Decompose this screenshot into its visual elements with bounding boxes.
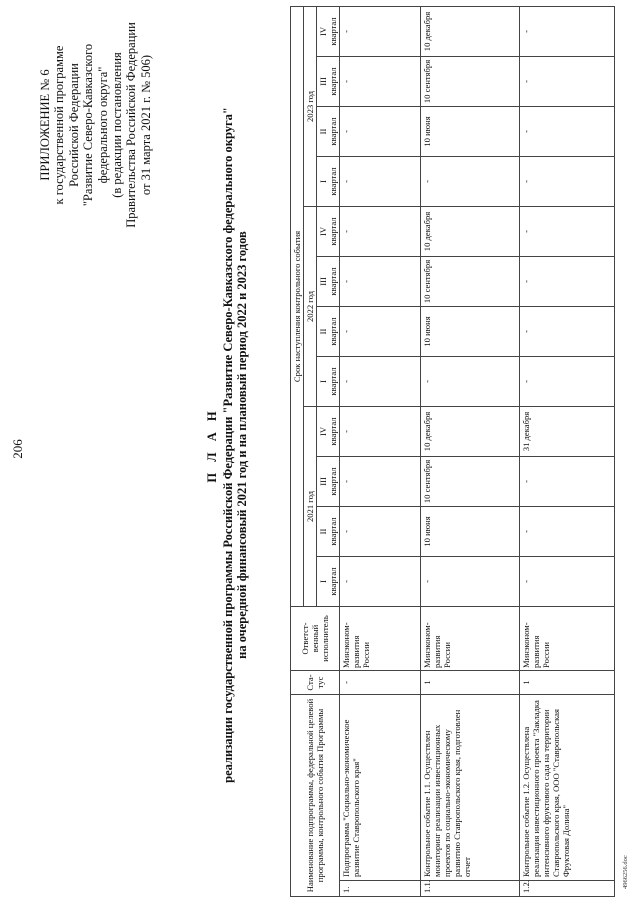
header-quarter <box>317 6 340 56</box>
deadline-cell: - <box>520 356 615 406</box>
document-code: 4966256.doc <box>622 855 629 889</box>
header-quarter <box>317 556 340 606</box>
header-year-2023: 2023 год <box>304 6 317 206</box>
row-executor: Минэконом-развития России <box>520 606 615 670</box>
quarter-number: III <box>318 77 328 86</box>
quarter-word: квартал <box>328 217 338 246</box>
deadline-cell: - <box>520 456 615 506</box>
row-name: Контрольное событие 1.1. Осуществлен мониторинг реализации инвестиционных проектов по социально-экономическому развитию Ставропольского края, подготовлен отчет <box>421 694 520 880</box>
deadline-cell: - <box>340 556 421 606</box>
deadline-cell: 10 декабря <box>421 206 520 256</box>
row-executor: Минэконом-развития России <box>421 606 520 670</box>
table-row <box>421 6 520 896</box>
deadline-cell: - <box>340 106 421 156</box>
deadline-cell: - <box>520 556 615 606</box>
header-executor: Ответст-венный исполнитель <box>291 606 340 670</box>
appendix-line: к государственной программе <box>52 45 67 205</box>
plan-table <box>290 6 615 897</box>
deadline-cell: - <box>421 556 520 606</box>
header-year-2022: 2022 год <box>304 206 317 406</box>
deadline-cell: - <box>520 206 615 256</box>
quarter-word: квартал <box>328 67 338 96</box>
quarter-word: квартал <box>328 417 338 446</box>
deadline-cell: - <box>520 256 615 306</box>
row-number: 1.2. <box>520 881 615 897</box>
deadline-cell: - <box>340 306 421 356</box>
quarter-number: II <box>318 328 328 335</box>
deadline-cell: 10 декабря <box>421 406 520 456</box>
header-quarter <box>317 206 340 256</box>
row-executor: Минэконом-развития России <box>340 606 421 670</box>
deadline-cell: - <box>520 506 615 556</box>
quarter-number: II <box>318 528 328 535</box>
quarter-word: квартал <box>328 167 338 196</box>
quarter-number: I <box>318 580 328 583</box>
header-quarter <box>317 106 340 156</box>
deadline-cell: - <box>340 6 421 56</box>
appendix-line: (в редакции постановления <box>110 52 125 198</box>
deadline-cell: - <box>520 106 615 156</box>
deadline-cell: 10 июня <box>421 506 520 556</box>
deadline-cell: 10 сентября <box>421 256 520 306</box>
header-deadline: Срок наступления контрольного события <box>291 6 304 606</box>
deadline-cell: - <box>340 256 421 306</box>
deadline-cell: - <box>421 356 520 406</box>
deadline-cell: 10 сентября <box>421 56 520 106</box>
deadline-cell: - <box>340 56 421 106</box>
quarter-word: квартал <box>328 367 338 396</box>
appendix-line: от 31 марта 2021 г. № 506) <box>138 54 153 196</box>
deadline-cell: 10 сентября <box>421 456 520 506</box>
quarter-number: III <box>318 277 328 286</box>
deadline-cell: - <box>520 156 615 206</box>
header-quarter <box>317 256 340 306</box>
appendix-line: Правительства Российской Федерации <box>124 22 139 228</box>
deadline-cell: - <box>340 156 421 206</box>
header-quarter <box>317 156 340 206</box>
quarter-number: II <box>318 128 328 135</box>
row-status: 1 <box>520 670 615 694</box>
quarter-number: IV <box>318 226 328 237</box>
document-title <box>205 95 249 795</box>
appendix-header <box>38 0 153 250</box>
deadline-cell: 10 июня <box>421 306 520 356</box>
deadline-cell: 31 декабря <box>520 406 615 456</box>
page-number: 206 <box>10 439 25 459</box>
header-status: Ста-тус <box>291 670 340 694</box>
row-name: Контрольное событие 1.2. Осуществлена реализация инвестиционного проекта "Закладка интенсивного фруктового сада на территории Ставропольского края, ООО "Ставропольская Фруктовая Долина" <box>520 694 615 880</box>
plan-heading: П Л А Н <box>205 407 219 483</box>
quarter-number: I <box>318 180 328 183</box>
quarter-word: квартал <box>328 467 338 496</box>
header-quarter <box>317 306 340 356</box>
deadline-cell: - <box>520 306 615 356</box>
appendix-line: "Развитие Северо-Кавказского <box>81 43 96 207</box>
quarter-word: квартал <box>328 567 338 596</box>
header-quarter <box>317 356 340 406</box>
deadline-cell: 10 декабря <box>421 6 520 56</box>
row-number: 1. <box>340 881 421 897</box>
deadline-cell: - <box>340 406 421 456</box>
quarter-word: квартал <box>328 117 338 146</box>
title-line-1: реализации государственной программы Российской Федерации "Развитие Северо-Кавказского федерального округа" <box>221 107 235 783</box>
deadline-cell: - <box>340 206 421 256</box>
row-name: Подпрограмма "Социально-экономическое развитие Ставропольского края" <box>340 694 421 880</box>
deadline-cell: 10 июня <box>421 106 520 156</box>
header-quarter <box>317 406 340 456</box>
header-quarter <box>317 506 340 556</box>
quarter-word: квартал <box>328 317 338 346</box>
deadline-cell: - <box>520 6 615 56</box>
table-row <box>340 6 421 896</box>
header-year-2021: 2021 год <box>304 406 317 606</box>
deadline-cell: - <box>421 156 520 206</box>
deadline-cell: - <box>340 356 421 406</box>
appendix-line: Российской Федерации <box>66 63 81 187</box>
appendix-line: федерального округа" <box>95 66 110 184</box>
row-status: 1 <box>421 670 520 694</box>
quarter-word: квартал <box>328 517 338 546</box>
title-line-2: на очередной финансовый 2021 год и на плановый период 2022 и 2023 годов <box>235 231 249 659</box>
appendix-line: ПРИЛОЖЕНИЕ № 6 <box>38 69 52 181</box>
quarter-word: квартал <box>328 267 338 296</box>
quarter-number: IV <box>318 26 328 37</box>
quarter-number: III <box>318 477 328 486</box>
quarter-number: I <box>318 380 328 383</box>
header-quarter <box>317 456 340 506</box>
table-row <box>520 6 615 896</box>
quarter-word: квартал <box>328 17 338 46</box>
deadline-cell: - <box>340 456 421 506</box>
row-status: - <box>340 670 421 694</box>
header-quarter <box>317 56 340 106</box>
deadline-cell: - <box>520 56 615 106</box>
deadline-cell: - <box>340 506 421 556</box>
quarter-number: IV <box>318 426 328 437</box>
header-name: Наименование подпрограммы, федеральной целевой программы, контрольного события Программы <box>291 694 340 896</box>
row-number: 1.1. <box>421 881 520 897</box>
